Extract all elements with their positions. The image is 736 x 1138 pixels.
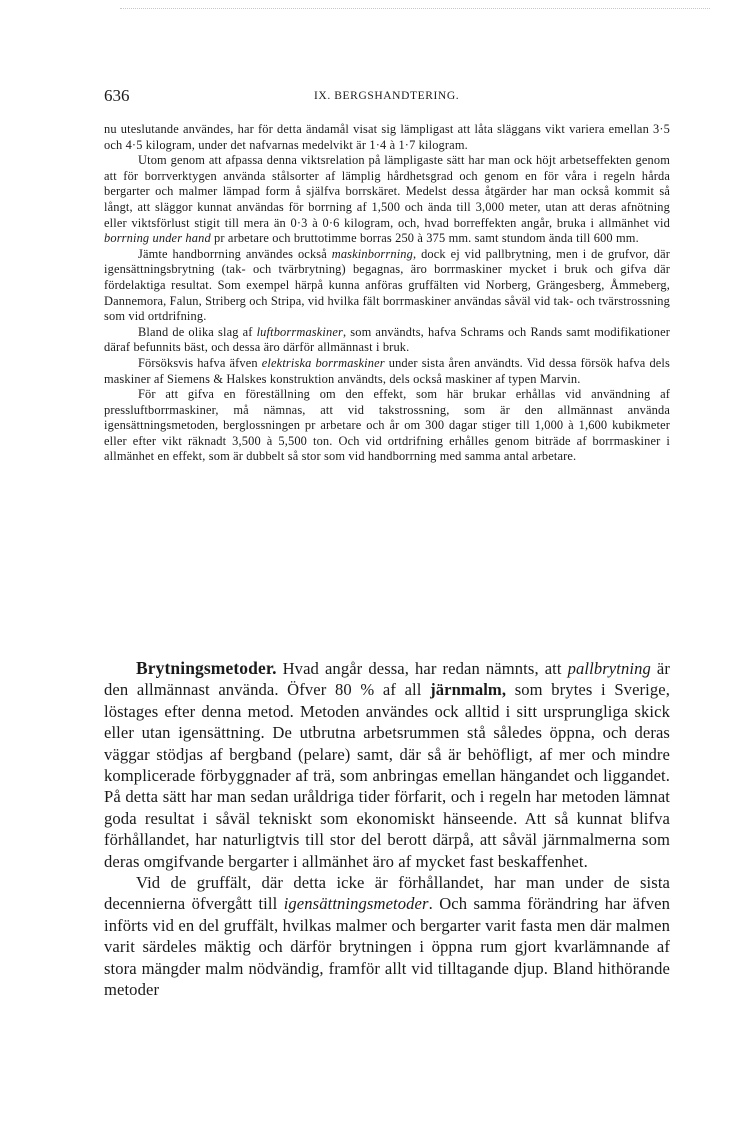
paragraph	[104, 247, 670, 325]
emphasis: maskinborrning	[331, 246, 414, 261]
text-run: som brytes i Sverige, löstages efter denna metod. Metoden användes ock alltid i sitt ursprungliga skick eller utan igensättning. De utbrutna arbetsrummen stå således öppna, och deras väggar stödjas af bergband (pelare) samt, där så är behöfligt, af mer och mindre komplicerade förbyggnader af trä, som anbringas emellan hängandet och liggandet. På detta sätt har man sedan uråldriga tider förfarit, och i regeln har metoden lämnat goda resultat i såväl tekniskt som ekonomiskt hänseende. Att så kunnat blifva förhållandet, har naturligtvis till stor del berott därpå, att såväl järnmalmerna som deras omgifvande bergarter i allmänhet äro af mycket fast beskaffenhet.	[104, 680, 670, 871]
emphasis: pallbrytning	[567, 659, 651, 678]
paragraph	[104, 325, 670, 356]
text-run: Jämte handborrning användes också	[138, 246, 332, 261]
text-run: Vid de gruffält, där detta icke är förhållandet, har man under de sista decennierna öfvergått till	[104, 873, 670, 914]
text-run: nu uteslutande användes, har för detta ändamål visat sig lämpligast att låta släggans vikt variera emellan 3·5 och 4·5 kilogram, under det nafvarnas medelvikt är 1·4 à 1·7 kilogram.	[104, 122, 670, 152]
text-run: Försöksvis hafva äfven	[138, 355, 262, 370]
bold-term: järnmalm,	[430, 680, 507, 700]
text-run: , dock ej vid pallbrytning, men i de grufvor, där igensättningsbrytning (tak- och tvärbrytning) begagnas, äro borrmaskiner mycket i bruk och gifva där fördelaktiga resultat. Som exempel härpå kunna anföras gruffälten vid Norberg, Grängesberg, Åmmeberg, Dannemora, Falun, Striberg och Stripa, vid hvilka fält borrmaskiner användas såväl vid tak- och tvärstrossning som vid ortdrifning.	[104, 246, 671, 324]
emphasis: igensättningsmetoder	[283, 894, 429, 914]
emphasis: luftborrmaskiner	[256, 324, 343, 339]
text-run: under sista åren användts. Vid dessa försök hafva dels maskiner af Siemens & Halskes konstruktion användts, dels också maskiner af typen Marvin.	[104, 355, 670, 386]
paragraph	[104, 387, 670, 465]
paragraph	[104, 153, 670, 247]
text-run: Utom genom att afpassa denna viktsrelation på lämpligaste sätt har man ock höjt arbetseffekten genom att för borrverktygen använda stålsorter af lämplig hårdhetsgrad och genom en för våra i regeln hårda bergarter och malmer lämpad form å själfva borrskäret. Medelst dessa åtgärder har man också kommit så långt, att släggor kunnat användas för borrning af 1,500 och ända till 3,000 meter, utan att deras afnötning eller viktsförlust stigit till mera än 0·3 à 0·6 kilogram, och, hvad borreffekten angår, bruka i allmänhet vid	[104, 153, 670, 230]
emphasis: elektriska borrmaskiner	[261, 355, 385, 370]
text-run: Hvad angår dessa, har redan nämnts, att	[276, 659, 568, 678]
section-heading: Brytningsmetoder.	[136, 658, 277, 678]
paragraph	[104, 356, 670, 387]
small-print-section	[104, 122, 670, 465]
text-run: är den allmännast använda. Öfver 80 % af all	[104, 659, 670, 700]
text-run: pr arbetare och bruttotimme borras 250 à 375 mm. samt stundom ända till 600 mm.	[210, 231, 639, 246]
text-run: För att gifva en föreställning om den effekt, som här brukar erhållas vid användning af pressluftborrmaskiner, må nämnas, att vid takstrossning, som är den allmännast använda igensättningsmetoden, berglossningen pr arbetare och år om 300 dagar stiger till 1,000 à 1,600 kubikmeter eller efter vikt räknadt 3,500 à 5,500 ton. Och vid ortdrifning erhålles genom biträde af borrmaskiner i allmänhet en effekt, som är dubbelt så stor som vid handborrning med samma antal arbetare.	[104, 387, 670, 464]
text-run: Bland de olika slag af	[138, 324, 257, 339]
page-header	[104, 86, 670, 106]
paragraph	[104, 872, 670, 1000]
running-title: IX. BERGSHANDTERING.	[314, 90, 460, 102]
text-run: . Och samma förändring har äfven införts vid en del gruffält, hvilkas malmer och bergarter varit fasta men där malmen varit särdeles mäktig och därför brytningen i öppna rum gjort kvarlämnande af stora mängder malm nödvändig, framför allt vid tilltagande djup. Bland hithörande metoder	[104, 894, 670, 1000]
text-run: , som användts, hafva Schrams och Rands samt modifikationer däraf befunnits bäst, och dessa äro därför allmännast i bruk.	[104, 324, 670, 355]
paragraph	[104, 122, 670, 153]
page-number: 636	[104, 86, 130, 105]
paragraph	[104, 658, 670, 872]
emphasis: borrning under hand	[104, 231, 211, 246]
scan-artifact-line	[120, 8, 710, 13]
main-section	[104, 658, 670, 1001]
